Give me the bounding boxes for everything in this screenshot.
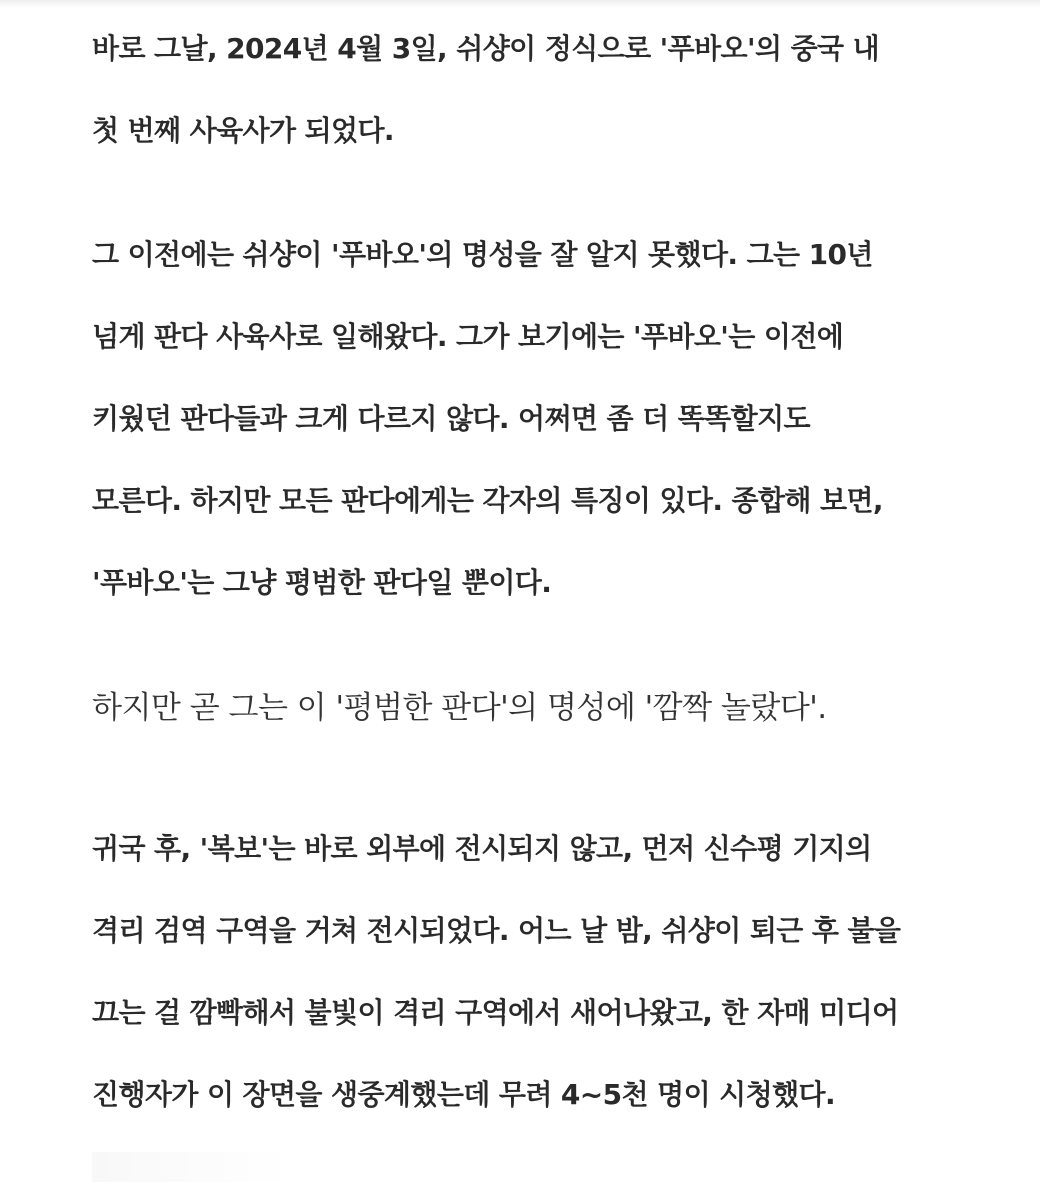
paragraph-line: 격리 검역 구역을 거쳐 전시되었다. 어느 날 밤, 쉬샹이 퇴근 후 불을 — [92, 914, 901, 947]
paragraph-spacer — [92, 605, 972, 684]
highlight-line: 하지만 곧 그는 이 '평범한 판다'의 명성에 '깜짝 놀랐다'. — [92, 690, 827, 726]
paragraph-2 — [92, 232, 972, 605]
paragraph-line: 모른다. 하지만 모든 판다에게는 각자의 특징이 있다. 종합해 보면, — [92, 484, 883, 517]
paragraph-line: 넘게 판다 사육사로 일해왔다. 그가 보기에는 '푸바오'는 이전에 — [92, 320, 844, 353]
paragraph-line: 바로 그날, 2024년 4월 3일, 쉬샹이 정식으로 '푸바오'의 중국 내 — [92, 32, 880, 65]
paragraph-line: 귀국 후, '복보'는 바로 외부에 전시되지 않고, 먼저 신수평 기지의 — [92, 832, 872, 865]
paragraph-line: '푸바오'는 그냥 평범한 판다일 뿐이다. — [92, 566, 552, 599]
paragraph-1 — [92, 26, 972, 153]
paragraph-line: 끄는 걸 깜빡해서 불빛이 격리 구역에서 새어나왔고, 한 자매 미디어 — [92, 996, 899, 1029]
paragraph-line: 그 이전에는 쉬샹이 '푸바오'의 명성을 잘 알지 못했다. 그는 10년 — [92, 238, 873, 271]
paragraph-spacer — [92, 153, 972, 232]
paragraph-line: 첫 번째 사육사가 되었다. — [92, 114, 394, 147]
article-body — [92, 26, 972, 1117]
paragraph-4 — [92, 826, 972, 1117]
paragraph-line: 진행자가 이 장면을 생중계했는데 무려 4~5천 명이 시청했다. — [92, 1078, 836, 1111]
paragraph-line: 키웠던 판다들과 크게 다르지 않다. 어쩌면 좀 더 똑똑할지도 — [92, 402, 810, 435]
paragraph-spacer — [92, 732, 972, 826]
highlight-paragraph — [92, 684, 972, 732]
top-divider — [0, 0, 1040, 8]
faded-next-line — [92, 1152, 292, 1182]
